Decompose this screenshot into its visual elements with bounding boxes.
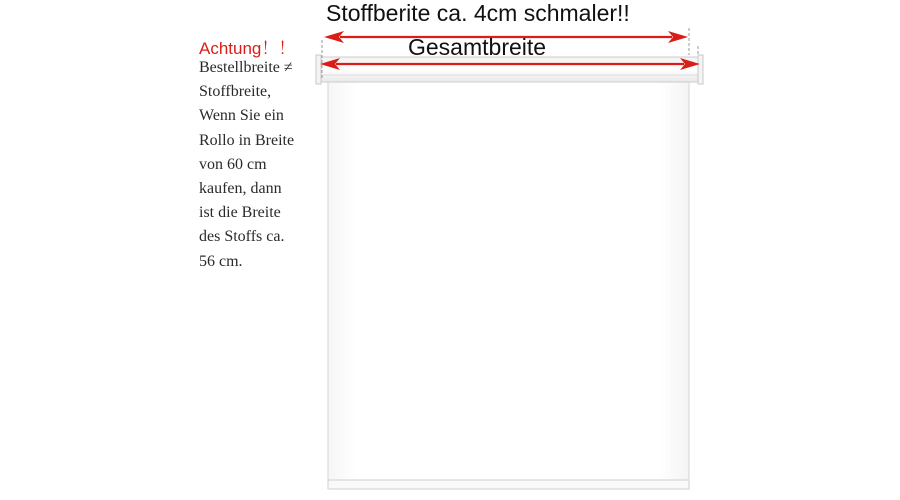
warning-line: von 60 cm (199, 155, 267, 173)
warning-line: ist die Breite (199, 204, 281, 222)
warning-title: Achtung！！ (199, 39, 296, 58)
warning-line: Rollo in Breite (199, 131, 295, 149)
fabric-width-label: Stoffberite ca. 4cm schmaler!! (326, 0, 630, 26)
warning-line: Stoffbreite, (199, 83, 272, 101)
warning-line: 56 cm. (199, 252, 243, 270)
bottom-bar (328, 480, 689, 489)
warning-line: Wenn Sie ein (199, 107, 284, 125)
warning-line: Bestellbreite ≠ (199, 59, 293, 76)
end-cap-right (698, 55, 703, 84)
warning-line: des Stoffs ca. (199, 228, 285, 246)
warning-line: kaufen, dann (199, 180, 282, 198)
fabric-panel (328, 82, 689, 485)
warning-text (199, 56, 324, 274)
total-width-label: Gesamtbreite (408, 34, 547, 60)
